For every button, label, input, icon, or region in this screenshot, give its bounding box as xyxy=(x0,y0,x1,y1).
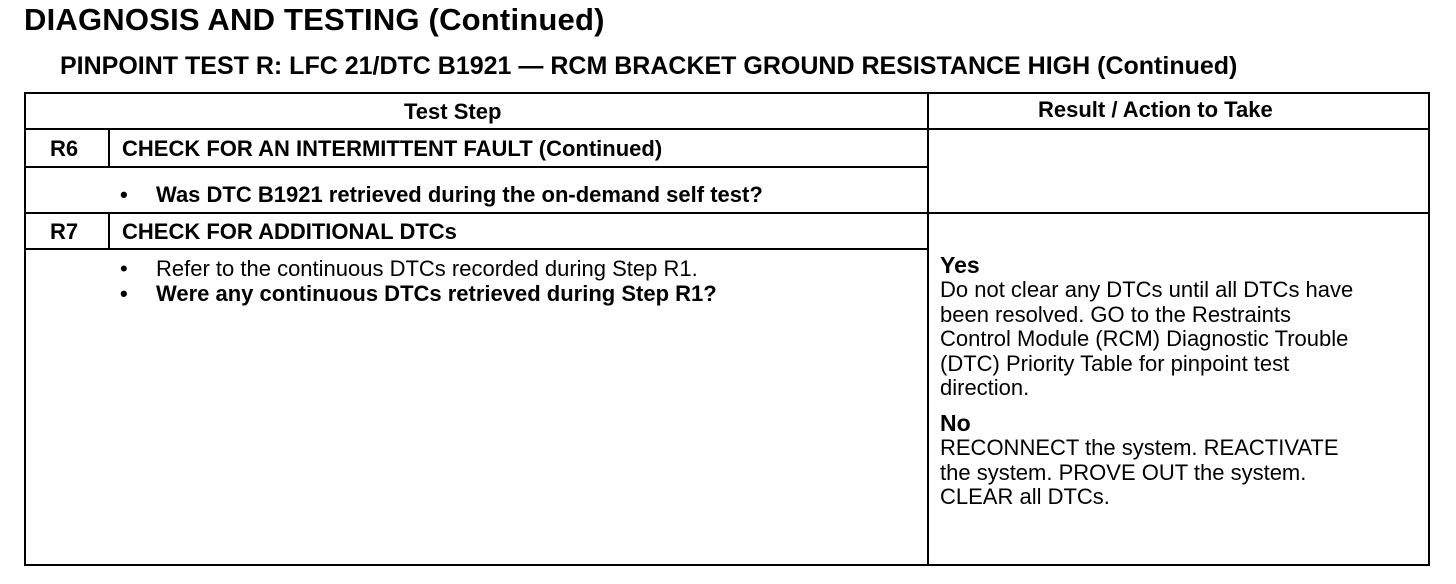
step-title-r7: CHECK FOR ADDITIONAL DTCs xyxy=(122,219,457,244)
step-id-r6: R6 xyxy=(50,136,79,161)
list-item: • Was DTC B1921 retrieved during the on-demand self test? xyxy=(120,182,763,207)
pinpoint-test-title: PINPOINT TEST R: LFC 21/DTC B1921 — RCM BRACKET GROUND RESISTANCE HIGH (Continued) xyxy=(60,52,1238,80)
bullet-icon: • xyxy=(120,281,128,306)
header-rule xyxy=(26,128,1428,130)
list-item: • Were any continuous DTCs retrieved during Step R1? xyxy=(120,281,717,306)
pinpoint-test-table xyxy=(24,92,1430,566)
r7-id-divider xyxy=(108,214,110,249)
result-yes-line: direction. xyxy=(940,375,1030,400)
result-yes-label: Yes xyxy=(940,252,980,278)
bullet-icon: • xyxy=(120,256,128,281)
step-id-r7: R7 xyxy=(50,219,79,244)
header-test-step: Test Step xyxy=(404,99,502,124)
r6-id-divider xyxy=(108,130,110,167)
r6-title-rule xyxy=(26,166,928,168)
result-yes-line: (DTC) Priority Table for pinpoint test xyxy=(940,350,1290,376)
result-yes-line: Control Module (RCM) Diagnostic Trouble xyxy=(940,326,1349,351)
bullet-icon: • xyxy=(120,182,128,207)
result-no-label: No xyxy=(940,410,971,436)
result-yes-line: Do not clear any DTCs until all DTCs have xyxy=(940,277,1354,302)
r6-r7-rule xyxy=(26,212,1428,214)
result-no-line: CLEAR all DTCs. xyxy=(940,484,1110,509)
page-title: DIAGNOSIS AND TESTING (Continued) xyxy=(24,2,605,37)
header-result-action: Result / Action to Take xyxy=(1038,97,1273,122)
result-no-line: the system. PROVE OUT the system. xyxy=(940,459,1307,485)
list-item: • Refer to the continuous DTCs recorded during Step R1. xyxy=(120,256,698,281)
step-title-r6: CHECK FOR AN INTERMITTENT FAULT (Continued) xyxy=(122,136,663,161)
column-divider xyxy=(927,94,929,564)
r7-title-rule xyxy=(26,248,928,250)
result-yes-line: been resolved. GO to the Restraints xyxy=(940,301,1291,327)
result-no xyxy=(940,410,1428,510)
result-yes xyxy=(940,252,1428,401)
result-no-line: RECONNECT the system. REACTIVATE xyxy=(940,435,1339,460)
